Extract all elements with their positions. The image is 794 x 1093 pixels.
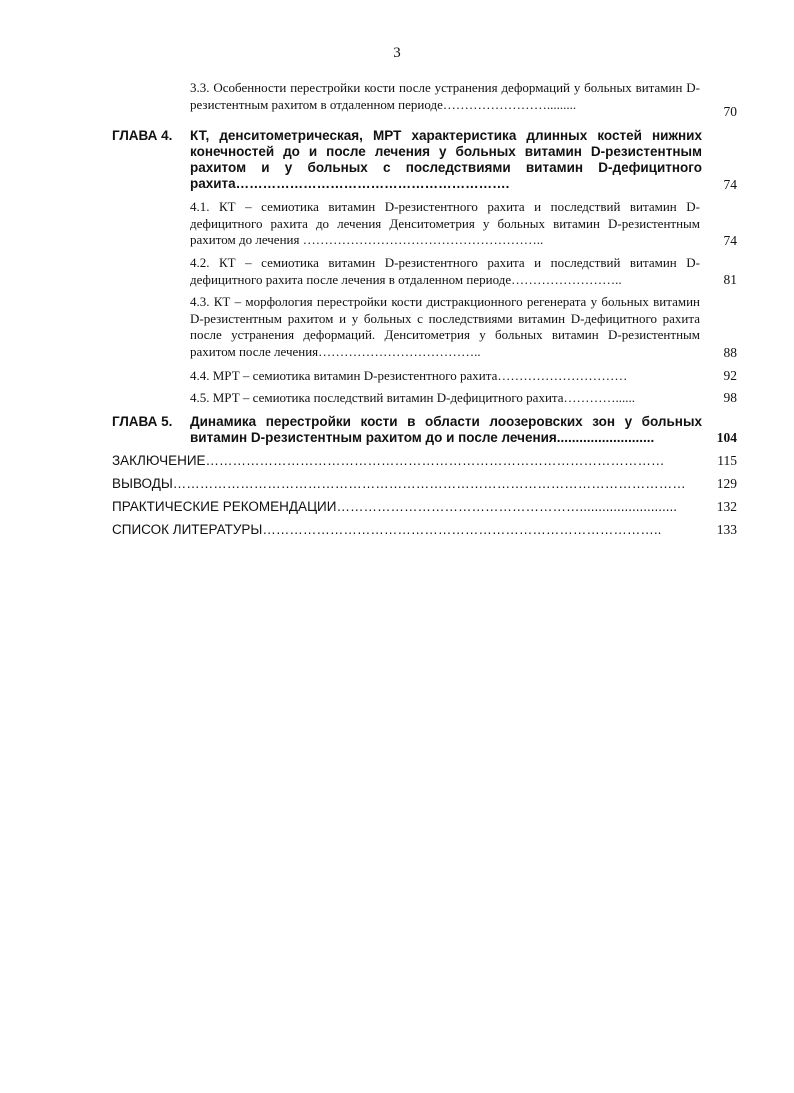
section-page: 132 [716, 499, 737, 514]
section-title: ПРАКТИЧЕСКИЕ РЕКОМЕНДАЦИИ……………………………………………….......................... [112, 499, 677, 514]
chapter-page: 74 [723, 177, 737, 192]
toc-entry-text: 4.1. КТ – семиотика витамин D-резистентного рахита и последствий витамин D-дефицитного рахита до лечения Денситометрия у больных витамин D-резистентным рахитом до лечения ……………………………………………….. [190, 199, 700, 247]
toc-entry-text: 3.3. Особенности перестройки кости после устранения деформаций у больных витамин D-резистентным рахитом в отдаленном периоде……………………......... [190, 80, 700, 112]
toc-entry-page: 92 [723, 368, 737, 383]
toc-entry-page: 81 [723, 272, 737, 287]
section-title: СПИСОК ЛИТЕРАТУРЫ…………………………………………………………………………….. [112, 522, 662, 537]
section-page: 129 [716, 476, 737, 491]
chapter-label: ГЛАВА 5. [112, 414, 173, 429]
toc-entry-text: 4.4. МРТ – семиотика витамин D-резистентного рахита………………………… [190, 368, 628, 383]
section-page: 115 [717, 453, 737, 468]
section-title: ЗАКЛЮЧЕНИЕ………………………………………………………………………………………… [112, 453, 665, 468]
page-number: 3 [393, 45, 401, 61]
toc-entry-text: 4.3. КТ – морфология перестройки кости дистракционного регенерата у больных витамин D-резистентным рахитом и у больных с последствиями витамин D-дефицитного рахита после устранения деформаций. Денситометрия у больных витамин D-резистентным рахитом после лечения……………………………….. [190, 294, 700, 359]
chapter-label: ГЛАВА 4. [112, 128, 173, 143]
section-page: 133 [716, 522, 737, 537]
toc-entry-page: 98 [723, 390, 737, 405]
chapter-title: КТ, денситометрическая, МРТ характеристика длинных костей нижних конечностей до и после лечения у больных витамин D-резистентным рахитом и у больных с последствиями витамин D-дефицитного рахита……………………………………………………. [190, 128, 702, 191]
section-title: ВЫВОДЫ…………………………………………………………………………………………………… [112, 476, 686, 491]
toc-entry-page: 88 [723, 345, 737, 360]
chapter-title: Динамика перестройки кости в области лоозеровских зон у больных витамин D-резистентным рахитом до и после лечения.......................... [190, 414, 702, 445]
chapter-page: 104 [716, 430, 737, 445]
toc-entry-text: 4.2. КТ – семиотика витамин D-резистентного рахита и последствий витамин D-дефицитного рахита после лечения в отдаленном периоде…………………….. [190, 255, 700, 287]
toc-entry-text: 4.5. МРТ – семиотика последствий витамин D-дефицитного рахита…………...... [190, 390, 636, 405]
toc-entry-page: 74 [723, 233, 737, 248]
toc-entry-page: 70 [723, 104, 737, 119]
